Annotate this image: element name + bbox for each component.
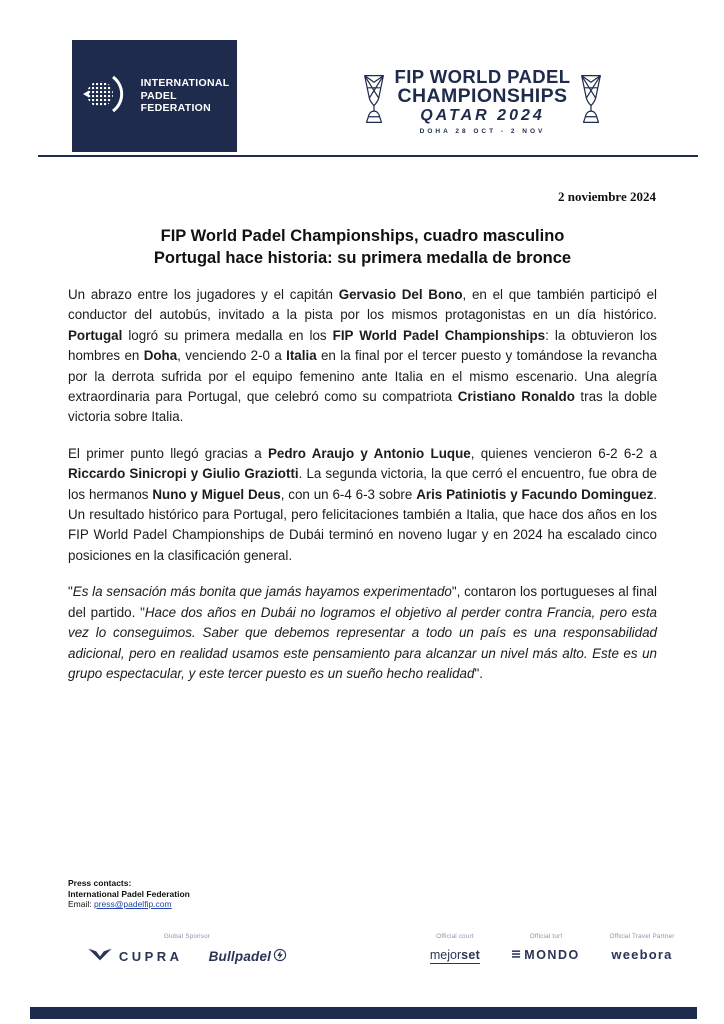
mejorset-logo bbox=[412, 946, 498, 964]
headline bbox=[68, 225, 657, 269]
mondo-bars-icon bbox=[512, 948, 521, 962]
weebora-logo bbox=[596, 946, 688, 964]
trophy-icon-right bbox=[577, 55, 605, 148]
footer-bar bbox=[30, 1007, 697, 1019]
official-court-group bbox=[412, 933, 498, 964]
global-sponsor-label: Global Sponsor bbox=[163, 933, 211, 940]
paragraph-2: El primer punto llegó gracias a Pedro Araujo y Antonio Luque, quienes vencieron 6-2 6-2 a Riccardo Sinicropi y Giulio Graziotti. La segunda victoria, la que cerró el encuentro, fue obra de los hermanos Nuno y Miguel Deus, con un 6-4 6-3 sobre Aris Patiniotis y Facundo Dominguez. Un resultado histórico para Portugal, pero felicitaciones también a Italia, que hace dos años en los FIP World Padel Championships de Dubái terminó en noveno lugar y en 2024 ha escalado cinco posiciones en la clasificación general. bbox=[68, 445, 658, 563]
ipf-logo bbox=[72, 40, 237, 152]
official-court-label: Official court bbox=[436, 933, 474, 940]
event-logo bbox=[345, 52, 620, 150]
event-title-line2: CHAMPIONSHIPS bbox=[397, 84, 568, 107]
event-logo-text bbox=[395, 67, 571, 136]
weebora-wordmark: weebora bbox=[611, 947, 673, 962]
cupra-logo-icon bbox=[87, 947, 113, 965]
header-divider bbox=[38, 155, 698, 157]
global-sponsor-group bbox=[62, 933, 312, 965]
event-title-line1: FIP WORLD PADEL bbox=[394, 65, 571, 87]
official-travel-group bbox=[596, 933, 688, 964]
paragraph-1: Un abrazo entre los jugadores y el capitán Gervasio Del Bono, en el que también participó el conductor del autobús, invitado a la pista por los mismos protagonistas en un día histórico. Portugal logró su primera medalla en los FIP World Padel Championships: la obtuvieron los hombres en Doha, venciendo 2-0 a Italia en la final por el tercer puesto y tomándose la revancha por la derrota sufrida por el equipo femenino ante Italia en el mismo escenario. Una alegría extraordinaria para Portugal, que celebró como su compatriota Cristiano Ronaldo tras la doble victoria sobre Italia. bbox=[68, 287, 658, 425]
paragraph-3: "Es la sensación más bonita que jamás hayamos experimentado", contaron los portugueses al final del partido. "Hace dos años en Dubái no logramos el objetivo al perder contra Francia, pero esta vez lo conseguimos. Saber que debemos representar a todo un país es una responsabilidad adicional, pero en realidad usamos este pensamiento para alcanzar un nivel más alto. Este es un grupo espectacular, y este tercer puesto es un sueño hecho realidad". bbox=[68, 584, 657, 681]
official-turf-label: Official turf bbox=[529, 933, 563, 940]
article-body bbox=[68, 285, 657, 700]
press-contacts-org: International Padel Federation bbox=[68, 888, 190, 899]
event-edition: QATAR 2024 bbox=[420, 107, 545, 125]
cupra-wordmark: CUPRA bbox=[118, 948, 183, 964]
mondo-wordmark: MONDO bbox=[524, 948, 580, 962]
ipf-line2: PADEL bbox=[140, 89, 177, 102]
date-line: 2 noviembre 2024 bbox=[558, 189, 656, 204]
mondo-logo bbox=[504, 946, 588, 964]
press-contacts bbox=[68, 878, 190, 910]
global-sponsor-logos bbox=[62, 947, 312, 965]
official-travel-label: Official Travel Partner bbox=[609, 933, 675, 940]
bullpadel-bolt-icon bbox=[273, 948, 287, 965]
mejorset-wordmark-left: mejor bbox=[429, 948, 462, 962]
email-label: Email: bbox=[68, 899, 94, 910]
bullpadel-logo bbox=[209, 948, 288, 965]
ipf-logo-icon bbox=[80, 71, 132, 122]
press-contacts-email-line bbox=[68, 899, 190, 910]
event-dates: DOHA 28 OCT - 2 NOV bbox=[419, 128, 546, 136]
ipf-line3: FEDERATION bbox=[140, 102, 212, 115]
trophy-icon-left bbox=[360, 55, 388, 148]
sponsor-bar bbox=[0, 933, 724, 983]
email-link[interactable]: press@padelfip.com bbox=[93, 899, 172, 910]
bullpadel-wordmark: Bullpadel bbox=[208, 948, 272, 964]
headline-line1: FIP World Padel Championships, cuadro masculino bbox=[160, 227, 565, 245]
headline-line2: Portugal hace historia: su primera medalla de bronce bbox=[153, 249, 572, 267]
mejorset-wordmark-right: set bbox=[461, 948, 481, 962]
ipf-logo-text bbox=[141, 77, 230, 115]
official-turf-group bbox=[504, 933, 588, 964]
ipf-line1: INTERNATIONAL bbox=[140, 77, 230, 90]
cupra-logo bbox=[87, 947, 183, 965]
press-contacts-heading: Press contacts: bbox=[68, 878, 132, 888]
